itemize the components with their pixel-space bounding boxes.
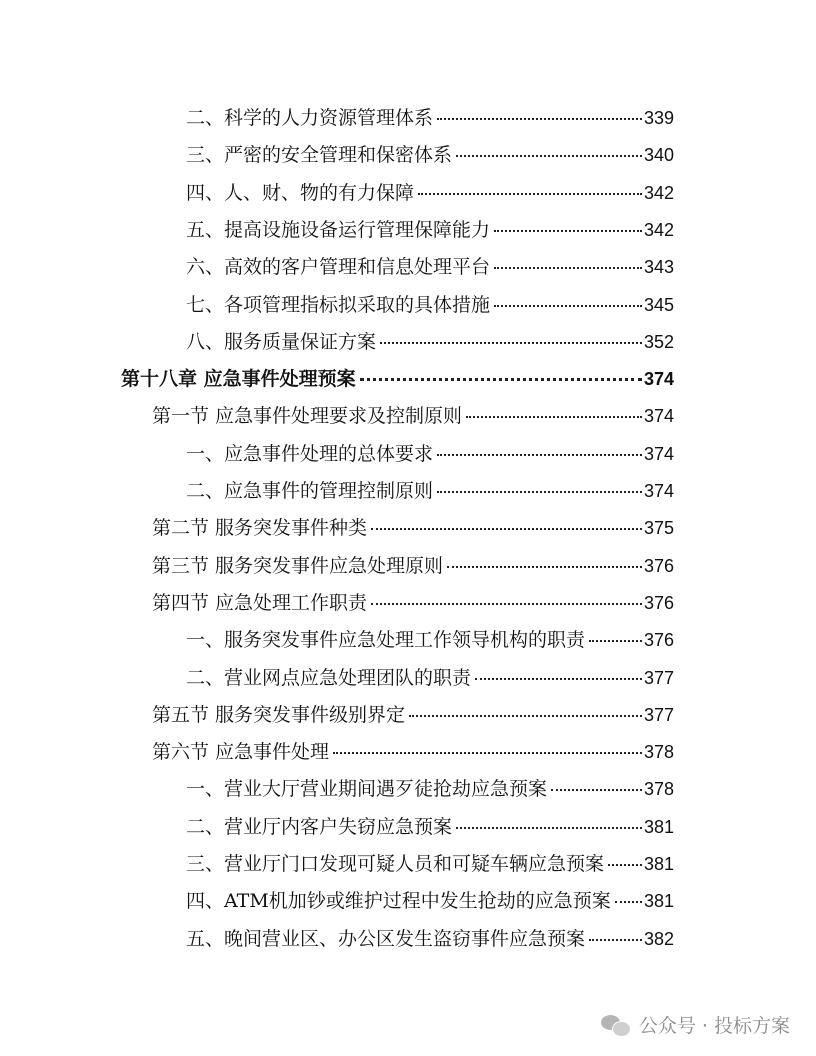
toc-entry-title: 一、营业大厅营业期间遇歹徒抢劫应急预案 — [186, 778, 548, 801]
toc-leader-dots — [437, 491, 642, 493]
toc-entry-page: 339 — [643, 108, 674, 128]
toc-leader-dots — [608, 864, 642, 866]
toc-leader-dots — [589, 939, 642, 941]
toc-entry — [186, 661, 674, 695]
toc-leader-dots — [380, 342, 642, 344]
toc-leader-dots — [475, 678, 642, 680]
toc-entry — [186, 474, 674, 508]
toc-entry — [121, 362, 674, 396]
toc-leader-dots — [456, 827, 642, 829]
toc-entry — [186, 288, 674, 322]
toc-entry — [186, 623, 674, 657]
toc-entry-page: 376 — [643, 630, 674, 651]
toc-entry-page: 377 — [643, 667, 674, 688]
toc-entry-title: 六、高效的客户管理和信息处理平台 — [186, 256, 491, 279]
toc-entry-title: 七、各项管理指标拟采取的具体措施 — [186, 293, 491, 316]
toc-entry-title: 第十八章 应急事件处理预案 — [121, 368, 356, 391]
toc-entry-page: 375 — [643, 518, 674, 539]
toc-entry-page: 342 — [643, 219, 674, 240]
toc-entry-title: 三、严密的安全管理和保密体系 — [186, 144, 453, 167]
toc-entry — [186, 772, 674, 806]
toc-entry — [152, 399, 674, 433]
toc-entry-page: 374 — [643, 481, 674, 501]
toc-entry — [186, 847, 674, 881]
toc-entry-title: 第三节 服务突发事件应急处理原则 — [152, 554, 444, 577]
toc-leader-dots — [589, 640, 642, 642]
toc-entry-page: 374 — [643, 443, 674, 464]
toc-entry-title: 二、营业网点应急处理团队的职责 — [186, 666, 472, 689]
toc-entry-title: 二、应急事件的管理控制原则 — [186, 480, 434, 502]
watermark-text: 公众号 · 投标方案 — [638, 1015, 790, 1037]
toc-entry-title: 五、晚间营业区、办公区发生盗窃事件应急预案 — [186, 927, 586, 950]
toc-leader-dots — [494, 267, 642, 269]
toc-entry — [152, 735, 674, 769]
toc-leader-dots — [371, 528, 642, 530]
toc-entry — [186, 213, 674, 247]
toc-entry-title: 二、科学的人力资源管理体系 — [186, 107, 434, 129]
watermark — [601, 1011, 790, 1038]
toc-entry — [152, 698, 674, 732]
toc-entry-page: 340 — [643, 145, 674, 166]
toc-entry — [186, 250, 674, 284]
toc-entry-page: 343 — [643, 257, 674, 278]
toc-leader-dots — [437, 118, 642, 120]
toc-entry-title: 一、服务突发事件应急处理工作领导机构的职责 — [186, 629, 586, 652]
toc-leader-dots — [456, 155, 642, 157]
toc-leader-dots — [447, 566, 642, 568]
toc-entry-title: 第四节 应急处理工作职责 — [152, 591, 368, 614]
toc-entry-title: 一、应急事件处理的总体要求 — [186, 442, 434, 465]
toc-entry-page: 352 — [643, 331, 674, 352]
toc-entry — [186, 101, 674, 135]
toc-entry — [186, 176, 674, 210]
toc-entry — [186, 922, 674, 956]
toc-entry — [152, 549, 674, 583]
toc-entry-page: 381 — [643, 816, 674, 837]
toc-entry-title: 八、服务质量保证方案 — [186, 330, 377, 353]
toc-entry — [186, 437, 674, 471]
wechat-icon — [601, 1013, 631, 1037]
toc-leader-dots — [360, 378, 642, 381]
toc-leader-dots — [437, 454, 642, 456]
toc-entry-title: 二、营业厅内客户失窃应急预案 — [186, 815, 453, 838]
toc-leader-dots — [333, 752, 642, 754]
toc-leader-dots — [371, 603, 642, 605]
toc-entry-page: 376 — [643, 592, 674, 613]
toc-entry-title: 第一节 应急事件处理要求及控制原则 — [152, 405, 463, 428]
toc-entry-page: 378 — [643, 742, 674, 763]
toc-entry — [152, 586, 674, 620]
toc-entry-title: 第二节 服务突发事件种类 — [152, 517, 368, 540]
toc-entry-page: 345 — [643, 294, 674, 315]
toc-entry-title: 第六节 应急事件处理 — [152, 741, 330, 764]
toc-leader-dots — [466, 416, 642, 418]
toc-entry-title: 四、ATM机加钞或维护过程中发生抢劫的应急预案 — [186, 890, 611, 913]
toc-leader-dots — [615, 901, 642, 903]
toc-leader-dots — [494, 230, 642, 232]
toc-entry-title: 三、营业厅门口发现可疑人员和可疑车辆应急预案 — [186, 853, 605, 875]
toc-entry-page: 377 — [643, 704, 674, 725]
toc-entry-page: 381 — [643, 854, 674, 874]
toc-entry-title: 四、人、财、物的有力保障 — [186, 181, 415, 204]
toc-entry-page: 381 — [643, 891, 674, 912]
toc-entry — [152, 511, 674, 545]
toc-entry-page: 374 — [643, 369, 674, 390]
toc-entry — [186, 810, 674, 844]
toc-entry-page: 342 — [643, 182, 674, 203]
toc-leader-dots — [409, 715, 642, 717]
toc-entry-page: 376 — [643, 555, 674, 576]
toc-entry — [186, 884, 674, 918]
toc-leader-dots — [494, 305, 642, 307]
toc-entry-page: 382 — [643, 928, 674, 949]
toc-entry-title: 第五节 服务突发事件级别界定 — [152, 703, 406, 726]
toc-entry-title: 五、提高设施设备运行管理保障能力 — [186, 218, 491, 241]
toc-leader-dots — [551, 789, 642, 791]
toc-leader-dots — [418, 193, 642, 195]
toc-entry-page: 374 — [643, 406, 674, 427]
toc-entry — [186, 325, 674, 359]
toc-entry — [186, 138, 674, 172]
toc-entry-page: 378 — [643, 779, 674, 800]
